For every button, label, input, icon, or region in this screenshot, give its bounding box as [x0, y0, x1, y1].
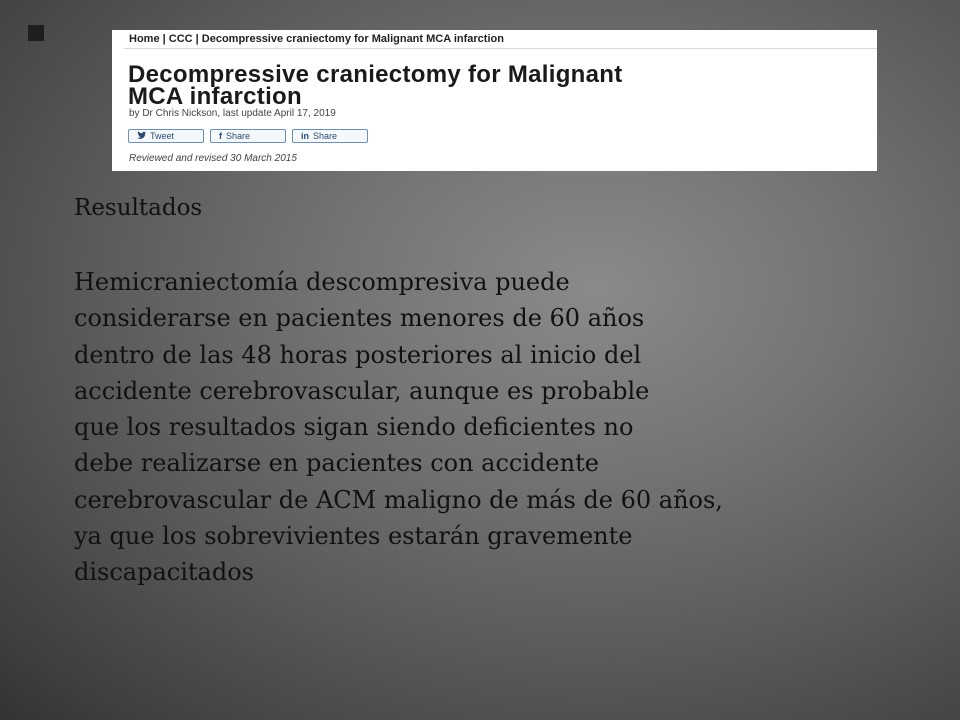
linkedin-in-icon: in [301, 131, 309, 141]
body-line: accidente cerebrovascular, aunque es probable [74, 376, 650, 405]
article-title-line-1: Decompressive craniectomy for Malignant [128, 61, 623, 88]
section-heading: Resultados [74, 195, 203, 221]
body-line: discapacitados [74, 558, 254, 587]
linkedin-share-label: Share [313, 131, 338, 141]
article-title-line-2: MCA infarction [128, 83, 302, 110]
facebook-f-icon: f [219, 131, 222, 141]
body-line: dentro de las 48 horas posteriores al inicio del [74, 340, 642, 369]
facebook-share-label: Share [226, 131, 251, 141]
twitter-bird-icon [137, 131, 146, 141]
tweet-label: Tweet [150, 131, 175, 141]
share-buttons [128, 129, 368, 143]
breadcrumb-divider [124, 48, 877, 49]
breadcrumb: Home | CCC | Decompressive craniectomy for Malignant MCA infarction [129, 33, 504, 45]
article-screenshot [112, 30, 877, 171]
body-line: considerarse en pacientes menores de 60 años [74, 304, 645, 333]
slide-corner-mark [28, 25, 44, 41]
body-line: cerebrovascular de ACM maligno de más de 60 años, [74, 485, 723, 514]
slide-body [74, 190, 904, 591]
linkedin-share-button[interactable] [292, 129, 368, 143]
article-title [128, 61, 868, 110]
body-line: Hemicraniectomía descompresiva puede [74, 268, 570, 296]
reviewed-date: Reviewed and revised 30 March 2015 [129, 153, 297, 164]
body-line: ya que los sobrevivientes estarán gravemente [74, 522, 633, 551]
paragraph-spacer [74, 227, 904, 264]
body-line: que los resultados sigan siendo deficientes no [74, 413, 634, 442]
body-line: debe realizarse en pacientes con accidente [74, 449, 599, 478]
facebook-share-button[interactable] [210, 129, 286, 143]
tweet-button[interactable] [128, 129, 204, 143]
article-byline: by Dr Chris Nickson, last update April 17, 2019 [129, 108, 336, 119]
